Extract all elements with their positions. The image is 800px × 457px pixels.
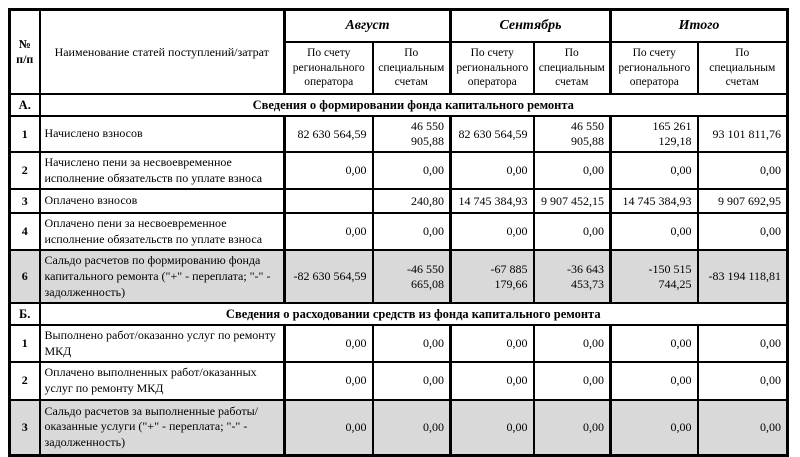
- month-header-total: Итого: [611, 10, 788, 43]
- row-number-cell: 3: [10, 400, 40, 456]
- table-row: [10, 116, 788, 152]
- value-cell: 14 745 384,93: [451, 189, 534, 213]
- value-cell: 240,80: [373, 189, 451, 213]
- month-header-august: Август: [285, 10, 451, 43]
- subheader-september-regional-account: По счету регионального оператора: [451, 42, 534, 94]
- value-cell: 0,00: [611, 152, 698, 189]
- row-label-cell: Выполнено работ/оказанно услуг по ремонту МКД: [40, 325, 285, 362]
- value-cell: -67 885 179,66: [451, 250, 534, 303]
- table-body: [10, 94, 788, 456]
- value-cell: 0,00: [285, 400, 373, 456]
- header-row-months: [10, 10, 788, 43]
- value-cell: 0,00: [698, 400, 788, 456]
- row-label-cell: Оплачено взносов: [40, 189, 285, 213]
- value-cell: 0,00: [373, 362, 451, 399]
- value-cell: 0,00: [534, 325, 611, 362]
- value-cell: -83 194 118,81: [698, 250, 788, 303]
- row-number-cell: 6: [10, 250, 40, 303]
- row-number-cell: 2: [10, 152, 40, 189]
- value-cell: -46 550 665,08: [373, 250, 451, 303]
- value-cell: 0,00: [373, 152, 451, 189]
- value-cell: 46 550 905,88: [373, 116, 451, 152]
- value-cell: 0,00: [451, 325, 534, 362]
- table-row: [10, 325, 788, 362]
- row-label-cell: Сальдо расчетов за выполненные работы/оказанные услуги ("+" - переплата; "-" - задолженность): [40, 400, 285, 456]
- row-label-cell: Оплачено выполненных работ/оказанных услуг по ремонту МКД: [40, 362, 285, 399]
- value-cell: 9 907 452,15: [534, 189, 611, 213]
- value-cell: 0,00: [285, 213, 373, 250]
- subheader-september-special-accounts: По специальным счетам: [534, 42, 611, 94]
- table-row: [10, 189, 788, 213]
- column-header-number: № п/п: [10, 10, 40, 95]
- value-cell: 93 101 811,76: [698, 116, 788, 152]
- subheader-august-regional-account: По счету регионального оператора: [285, 42, 373, 94]
- row-label-cell: Начислено пени за несвоевременное исполнение обязательств по уплате взноса: [40, 152, 285, 189]
- value-cell: 0,00: [373, 325, 451, 362]
- value-cell: 0,00: [534, 362, 611, 399]
- value-cell: [285, 189, 373, 213]
- value-cell: 0,00: [373, 400, 451, 456]
- table-header: [10, 10, 788, 95]
- subheader-total-special-accounts: По специальным счетам: [698, 42, 788, 94]
- value-cell: 0,00: [451, 400, 534, 456]
- value-cell: 0,00: [611, 213, 698, 250]
- value-cell: 0,00: [698, 325, 788, 362]
- column-header-name: Наименование статей поступлений/затрат: [40, 10, 285, 95]
- value-cell: 0,00: [534, 213, 611, 250]
- row-label-cell: Сальдо расчетов по формированию фонда капитального ремонта ("+" - переплата; "-" - задолженность): [40, 250, 285, 303]
- value-cell: 0,00: [451, 213, 534, 250]
- value-cell: 0,00: [698, 152, 788, 189]
- row-number-cell: 1: [10, 325, 40, 362]
- table-row: [10, 362, 788, 399]
- value-cell: 0,00: [451, 362, 534, 399]
- value-cell: 82 630 564,59: [451, 116, 534, 152]
- value-cell: 14 745 384,93: [611, 189, 698, 213]
- value-cell: 0,00: [373, 213, 451, 250]
- value-cell: 0,00: [285, 362, 373, 399]
- value-cell: 0,00: [285, 325, 373, 362]
- value-cell: 0,00: [611, 362, 698, 399]
- subheader-august-special-accounts: По специальным счетам: [373, 42, 451, 94]
- value-cell: 0,00: [451, 152, 534, 189]
- table-row-balance: [10, 400, 788, 456]
- value-cell: 0,00: [285, 152, 373, 189]
- row-number-cell: 1: [10, 116, 40, 152]
- value-cell: 0,00: [698, 213, 788, 250]
- value-cell: -82 630 564,59: [285, 250, 373, 303]
- capital-repair-fund-report-table: [8, 8, 789, 457]
- row-label-cell: Начислено взносов: [40, 116, 285, 152]
- section-title-cell: Сведения о формировании фонда капитального ремонта: [40, 94, 788, 116]
- value-cell: 0,00: [698, 362, 788, 399]
- value-cell: -150 515 744,25: [611, 250, 698, 303]
- value-cell: 9 907 692,95: [698, 189, 788, 213]
- row-number-cell: 4: [10, 213, 40, 250]
- section-header-b: [10, 303, 788, 325]
- value-cell: 0,00: [534, 400, 611, 456]
- value-cell: 0,00: [611, 400, 698, 456]
- section-header-a: [10, 94, 788, 116]
- value-cell: 46 550 905,88: [534, 116, 611, 152]
- table-row-balance: [10, 250, 788, 303]
- value-cell: 0,00: [534, 152, 611, 189]
- section-id-cell: А.: [10, 94, 40, 116]
- value-cell: 82 630 564,59: [285, 116, 373, 152]
- section-id-cell: Б.: [10, 303, 40, 325]
- value-cell: -36 643 453,73: [534, 250, 611, 303]
- row-number-cell: 3: [10, 189, 40, 213]
- table-row: [10, 152, 788, 189]
- subheader-total-regional-account: По счету регионального оператора: [611, 42, 698, 94]
- row-label-cell: Оплачено пени за несвоевременное исполнение обязательств по уплате взноса: [40, 213, 285, 250]
- section-title-cell: Сведения о расходовании средств из фонда капитального ремонта: [40, 303, 788, 325]
- value-cell: 0,00: [611, 325, 698, 362]
- table-row: [10, 213, 788, 250]
- row-number-cell: 2: [10, 362, 40, 399]
- value-cell: 165 261 129,18: [611, 116, 698, 152]
- month-header-september: Сентябрь: [451, 10, 611, 43]
